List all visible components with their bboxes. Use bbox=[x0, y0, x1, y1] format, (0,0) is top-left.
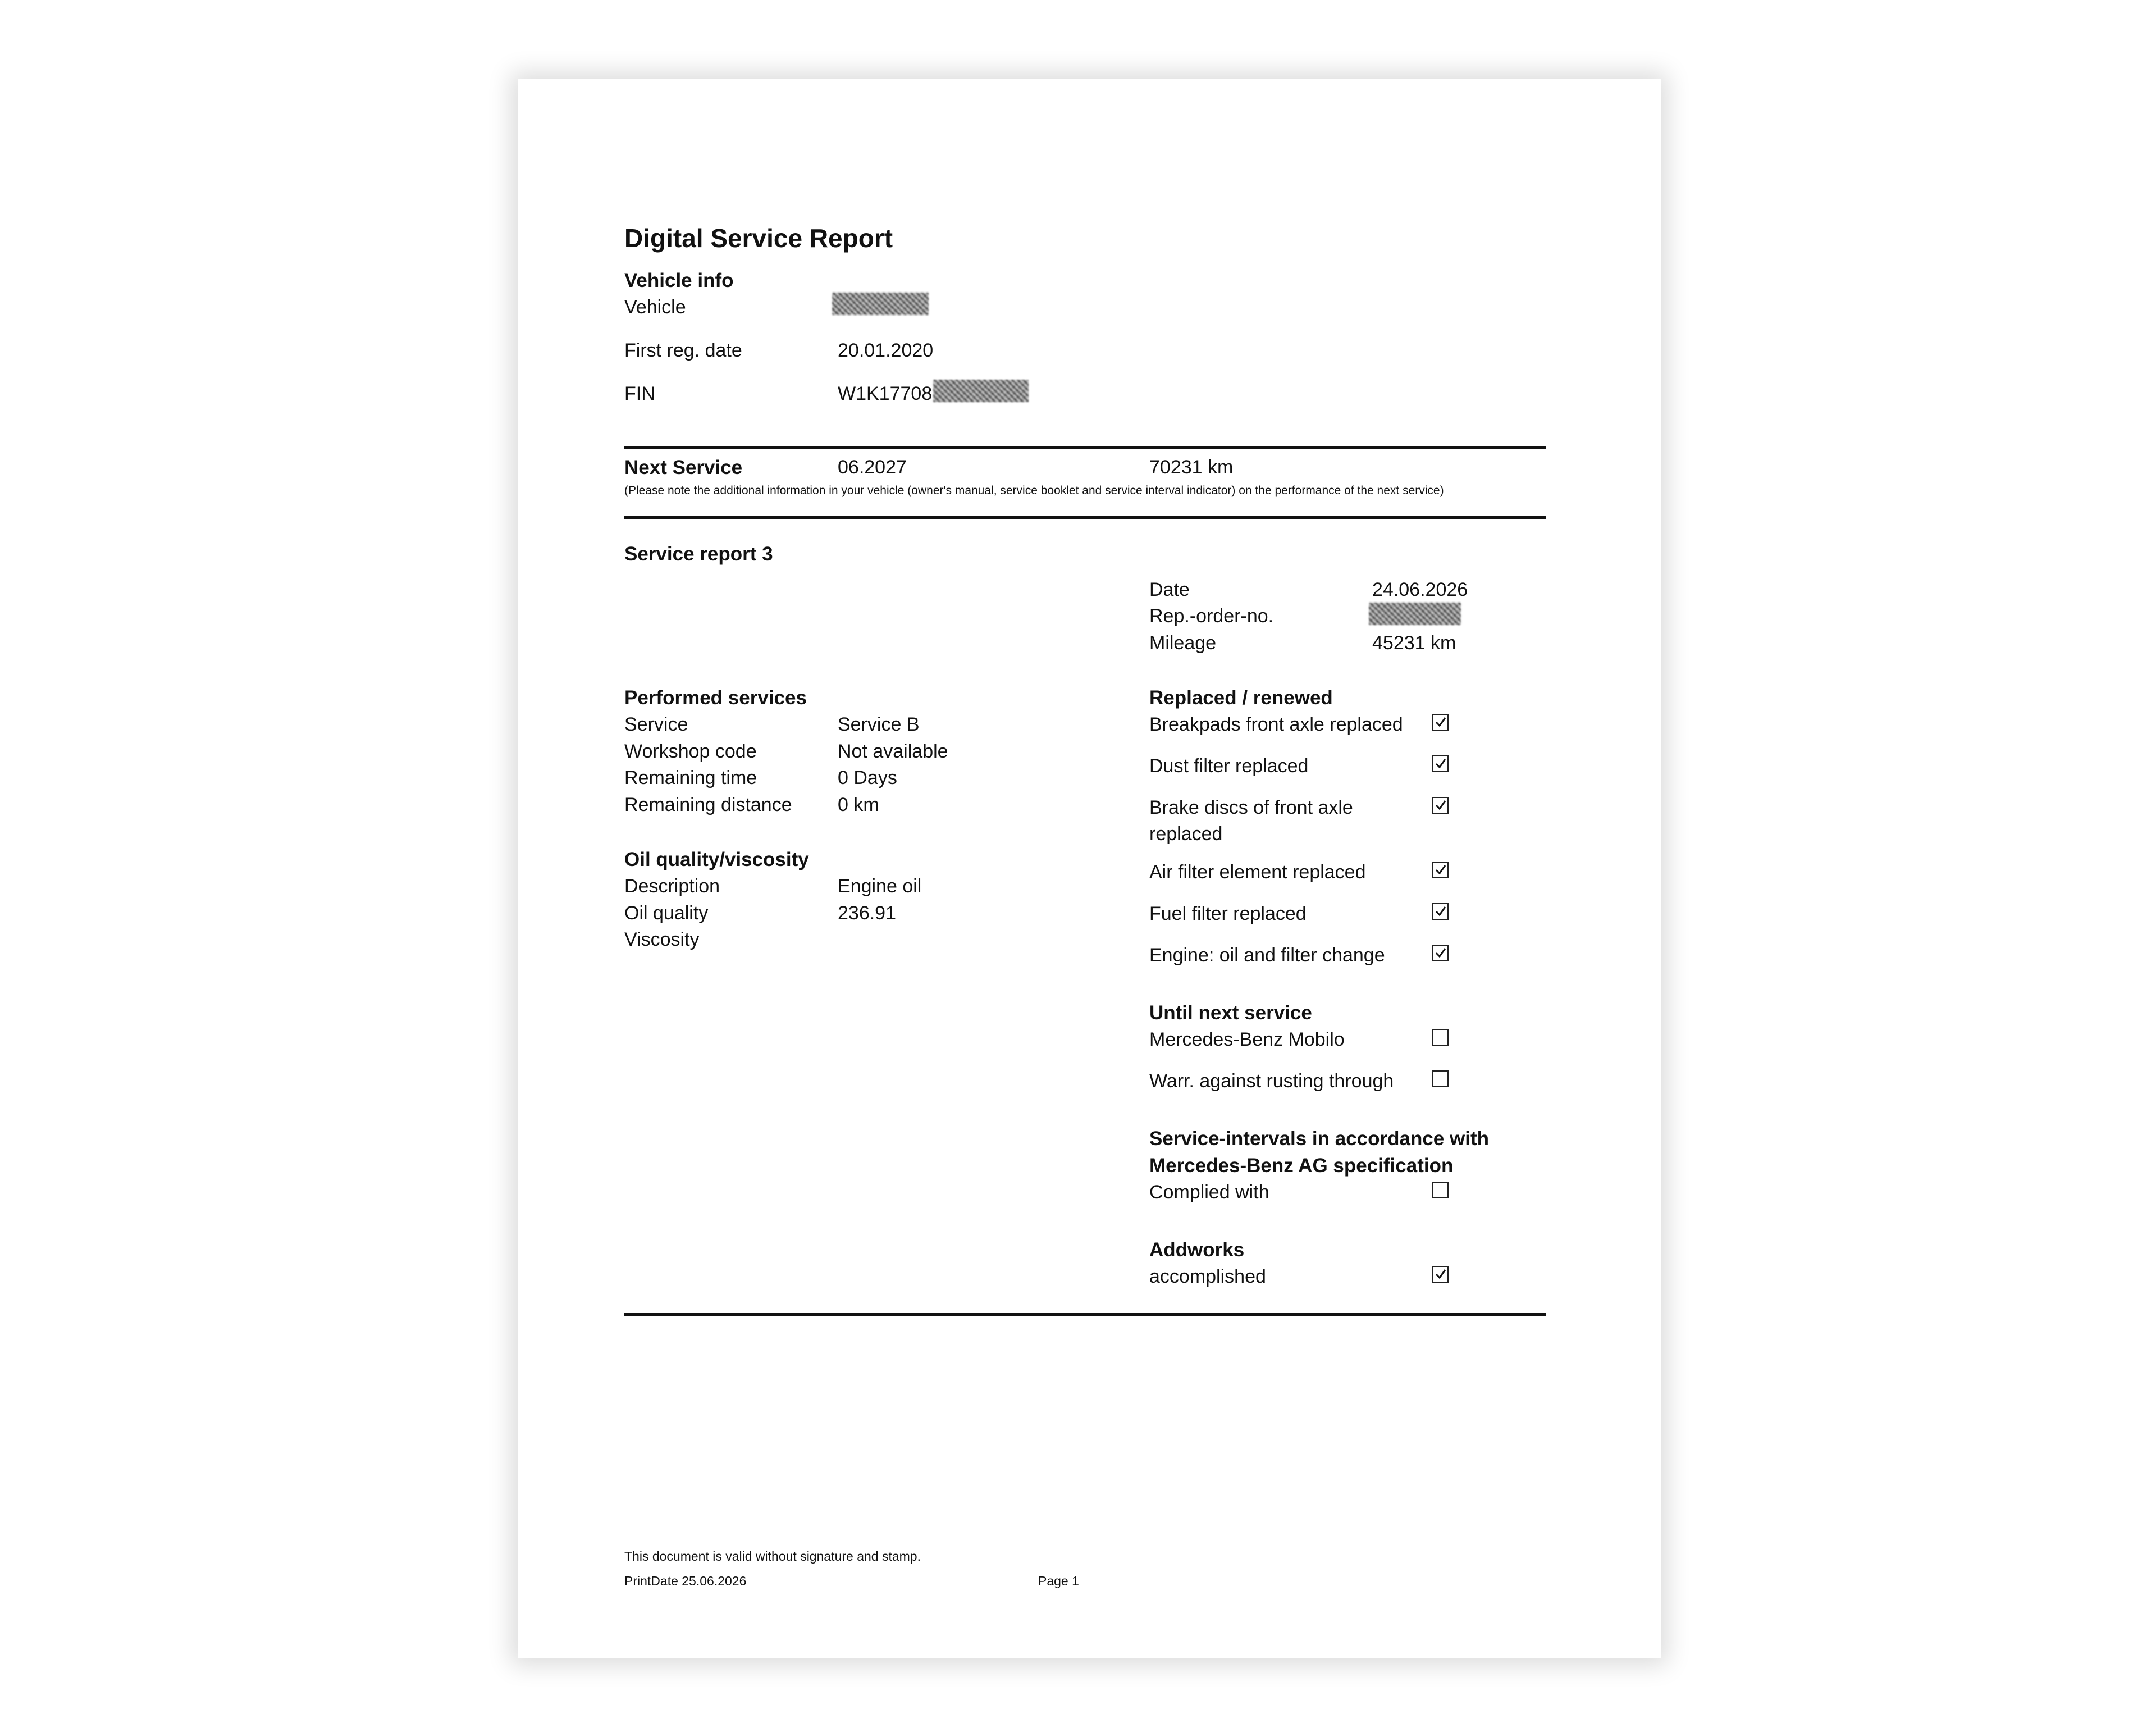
complied-with-label: Complied with bbox=[1149, 1182, 1269, 1203]
until-next-item-label: Warr. against rusting through bbox=[1149, 1070, 1394, 1092]
checkmark-icon bbox=[1434, 715, 1447, 729]
checkmark-icon bbox=[1434, 799, 1447, 812]
replaced-item-label-continued: replaced bbox=[1149, 823, 1223, 845]
replaced-checkbox[interactable] bbox=[1432, 714, 1449, 731]
checkmark-icon bbox=[1434, 1268, 1447, 1281]
document-title: Digital Service Report bbox=[624, 224, 893, 253]
service-intervals-heading: Service-intervals in accordance with bbox=[1149, 1128, 1489, 1150]
replaced-checkbox[interactable] bbox=[1432, 945, 1449, 961]
addworks-label: accomplished bbox=[1149, 1266, 1266, 1287]
replaced-item-label: Air filter element replaced bbox=[1149, 862, 1366, 883]
addworks-heading: Addworks bbox=[1149, 1239, 1245, 1261]
service-report-heading: Service report 3 bbox=[624, 543, 773, 565]
remaining-time-value: 0 Days bbox=[838, 767, 897, 788]
next-service-distance: 70231 km bbox=[1149, 457, 1234, 478]
replaced-item-label: Dust filter replaced bbox=[1149, 755, 1309, 777]
replaced-checkbox[interactable] bbox=[1432, 903, 1449, 920]
remaining-distance-label: Remaining distance bbox=[624, 794, 792, 815]
next-service-divider bbox=[624, 516, 1546, 519]
checkmark-icon bbox=[1434, 757, 1447, 771]
addworks-checkbox[interactable] bbox=[1432, 1266, 1449, 1283]
service-label: Service bbox=[624, 714, 688, 735]
vehicle-info-heading: Vehicle info bbox=[624, 270, 734, 291]
replaced-heading: Replaced / renewed bbox=[1149, 687, 1333, 709]
performed-services-heading: Performed services bbox=[624, 687, 807, 709]
remaining-distance-value: 0 km bbox=[838, 794, 879, 815]
next-service-note: (Please note the additional information in your vehicle (owner's manual, service booklet and service interval indicator) on the performance of the next service) bbox=[624, 484, 1444, 497]
footer-page-number: Page 1 bbox=[1038, 1574, 1079, 1588]
workshop-code-label: Workshop code bbox=[624, 741, 757, 762]
next-service-date: 06.2027 bbox=[838, 457, 907, 478]
fin-label: FIN bbox=[624, 383, 655, 404]
oil-heading: Oil quality/viscosity bbox=[624, 849, 809, 870]
mileage-label: Mileage bbox=[1149, 632, 1217, 654]
oil-quality-label: Oil quality bbox=[624, 902, 709, 924]
first-reg-value: 20.01.2020 bbox=[838, 340, 934, 361]
until-next-service-heading: Until next service bbox=[1149, 1002, 1312, 1024]
until-next-checkbox[interactable] bbox=[1432, 1070, 1449, 1087]
vehicle-redacted bbox=[832, 293, 929, 315]
order-no-label: Rep.-order-no. bbox=[1149, 605, 1274, 627]
fin-redacted bbox=[933, 380, 1029, 402]
replaced-item-label: Engine: oil and filter change bbox=[1149, 945, 1385, 966]
checkmark-icon bbox=[1434, 905, 1447, 918]
fin-value: W1K17708 bbox=[838, 383, 933, 404]
checkmark-icon bbox=[1434, 863, 1447, 877]
order-no-redacted bbox=[1369, 603, 1461, 625]
complied-with-checkbox[interactable] bbox=[1432, 1182, 1449, 1198]
vehicle-label: Vehicle bbox=[624, 297, 686, 318]
replaced-checkbox[interactable] bbox=[1432, 862, 1449, 878]
report-date-label: Date bbox=[1149, 579, 1190, 600]
remaining-time-label: Remaining time bbox=[624, 767, 757, 788]
service-value: Service B bbox=[838, 714, 920, 735]
service-intervals-heading-continued: Mercedes-Benz AG specification bbox=[1149, 1155, 1454, 1177]
footer-validity-note: This document is valid without signature and stamp. bbox=[624, 1549, 921, 1564]
report-date-value: 24.06.2026 bbox=[1372, 579, 1468, 600]
top-divider bbox=[624, 446, 1546, 449]
mileage-value: 45231 km bbox=[1372, 632, 1456, 654]
first-reg-label: First reg. date bbox=[624, 340, 742, 361]
document-page bbox=[518, 79, 1661, 1658]
replaced-checkbox[interactable] bbox=[1432, 797, 1449, 814]
footer-print-date: PrintDate 25.06.2026 bbox=[624, 1574, 747, 1588]
until-next-item-label: Mercedes-Benz Mobilo bbox=[1149, 1029, 1345, 1050]
workshop-code-value: Not available bbox=[838, 741, 948, 762]
until-next-checkbox[interactable] bbox=[1432, 1029, 1449, 1046]
replaced-checkbox[interactable] bbox=[1432, 755, 1449, 772]
replaced-item-label: Brake discs of front axle bbox=[1149, 797, 1353, 818]
replaced-item-label: Breakpads front axle replaced bbox=[1149, 714, 1403, 735]
bottom-divider bbox=[624, 1313, 1546, 1316]
oil-description-value: Engine oil bbox=[838, 876, 922, 897]
next-service-heading: Next Service bbox=[624, 457, 743, 478]
oil-description-label: Description bbox=[624, 876, 720, 897]
checkmark-icon bbox=[1434, 946, 1447, 960]
viscosity-label: Viscosity bbox=[624, 929, 700, 950]
oil-quality-value: 236.91 bbox=[838, 902, 896, 924]
replaced-item-label: Fuel filter replaced bbox=[1149, 903, 1307, 924]
